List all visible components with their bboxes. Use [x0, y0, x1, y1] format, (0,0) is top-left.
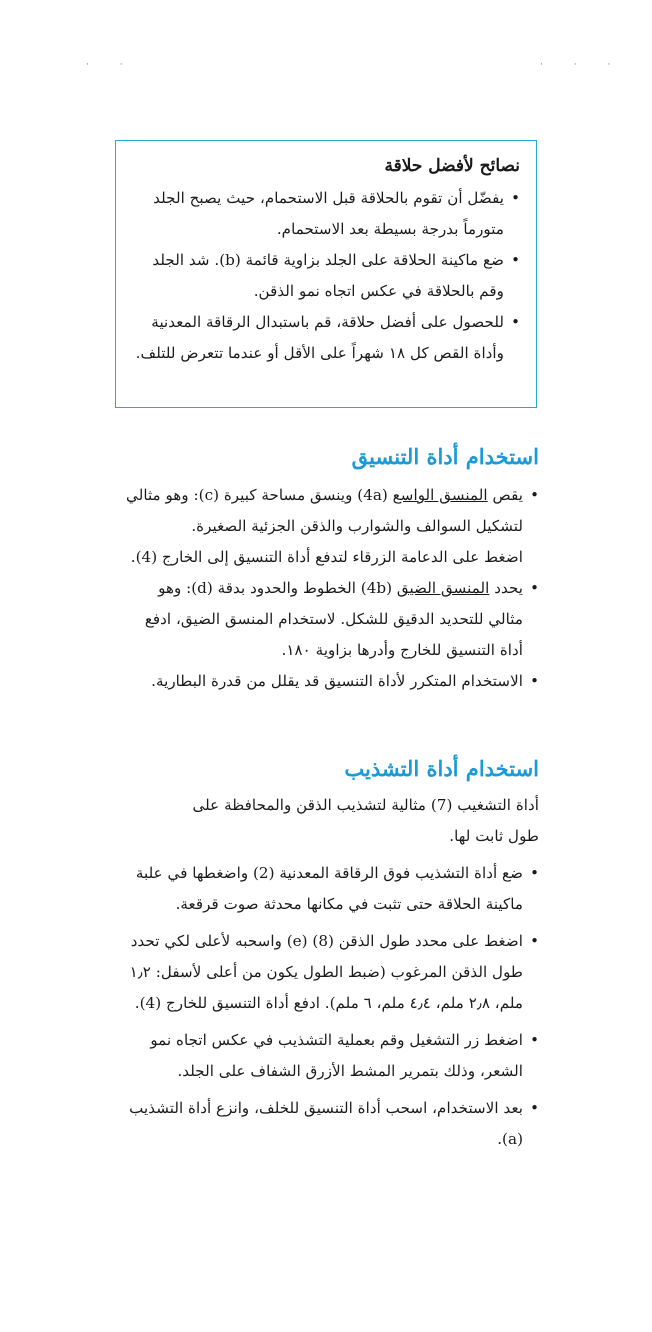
trimmer-item-narrow-text-a: يحدد — [489, 579, 523, 597]
tips-box — [115, 140, 537, 408]
narrow-trimmer-term: المنسق الضيق — [396, 579, 490, 597]
styler-intro: أداة التشغيب (7) مثالية لتشذيب الذقن والمحافظة على طول ثابت لها. — [192, 796, 539, 845]
tip-item: • يفضّل أن تقوم بالحلاقة قبل الاستحمام، حيث يصبح الجلد متورماً بدرجة بسيطة بعد الاستحمام. — [132, 183, 520, 245]
styler-heading: استخدام أداة التشذيب — [344, 756, 539, 781]
crop-mark-right: · · · — [540, 60, 625, 70]
trimmer-item-wide-text-a: يقص — [487, 486, 523, 504]
trimmer-item-wide — [119, 480, 539, 573]
styler-item: • اضغط على محدد طول الذقن (8) (e) واسحبه لأعلى لكي تحدد طول الذقن المرغوب (ضبط الطول يكون من أعلى لأسفل: ١٫٢ ملم، ٢٫٨ ملم، ٤٫٤ ملم، ٦ ملم). ادفع أداة التنسيق للخارج (4). — [119, 926, 539, 1019]
crop-mark-left: · · — [86, 60, 137, 70]
trimmer-item-narrow-text-b: (4b) الخطوط والحدود بدقة (d): وهو مثالي للتحديد الدقيق للشكل. لاستخدام المنسق الضيق، ادفع أداة التنسيق للخارج وأدرها بزاوية ١٨٠. — [144, 579, 523, 659]
styler-item: • ضع أداة التشذيب فوق الرقاقة المعدنية (2) واضغطها في علبة ماكينة الحلاقة حتى تثبت في مكانها محدثة صوت قرقعة. — [119, 858, 539, 920]
trimmer-item-wide-text-b: (4a) وينسق مساحة كبيرة (c): وهو مثالي لتشكيل السوالف والشوارب والذقن الجزئية الصغيرة. — [126, 486, 523, 535]
trimmer-item-wide-line2: اضغط على الدعامة الزرقاء لتدفع أداة التنسيق إلى الخارج (4). — [130, 548, 523, 566]
tip-item: • للحصول على أفضل حلاقة، قم باستبدال الرقاقة المعدنية وأداة القص كل ١٨ شهراً على الأقل أو عندما تتعرض للتلف. — [132, 307, 520, 369]
styler-section — [119, 790, 539, 1155]
trimmer-item-narrow — [119, 573, 539, 666]
trimmer-list — [119, 480, 539, 697]
styler-item: • اضغط زر التشغيل وقم بعملية التشذيب في عكس اتجاه نمو الشعر، وذلك بتمرير المشط الأزرق الشفاف على الجلد. — [119, 1025, 539, 1087]
trimmer-heading: استخدام أداة التنسيق — [351, 444, 539, 469]
trimmer-section — [119, 480, 539, 697]
tips-title: نصائح لأفضل حلاقة — [384, 156, 520, 176]
tip-item: • ضع ماكينة الحلاقة على الجلد بزاوية قائمة (b). شد الجلد وقم بالحلاقة في عكس اتجاه نمو الذقن. — [132, 245, 520, 307]
styler-list — [119, 858, 539, 1155]
styler-item: • بعد الاستخدام، اسحب أداة التنسيق للخلف، وانزع أداة التشذيب (a). — [119, 1093, 539, 1155]
tips-list — [132, 183, 520, 369]
trimmer-item-battery: • الاستخدام المتكرر لأداة التنسيق قد يقلل من قدرة البطارية. — [119, 666, 539, 697]
wide-trimmer-term: المنسق الواسع — [392, 486, 488, 504]
